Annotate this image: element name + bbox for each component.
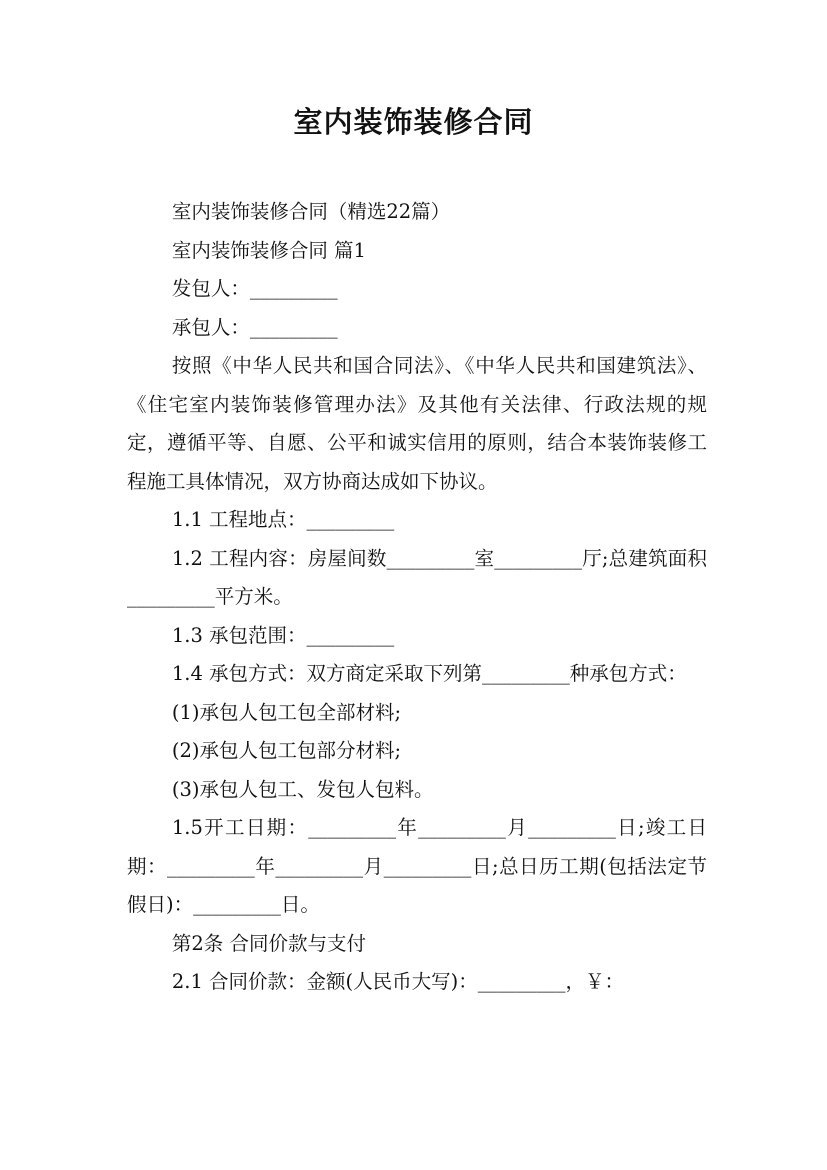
- paragraph-clause-1-2: 1.2 工程内容：房屋间数_________室_________厅;总建筑面积_________平方米。: [127, 546, 707, 608]
- paragraph-section-heading: 室内装饰装修合同 篇1: [171, 238, 366, 262]
- paragraph-option-3: (3)承包人包工、发包人包料。: [171, 777, 434, 801]
- paragraph-clause-1-4: 1.4 承包方式：双方商定采取下列第_________种承包方式：: [171, 662, 687, 685]
- paragraph-article-2-heading: 第2条 合同价款与支付: [171, 931, 366, 955]
- document-body: [127, 193, 707, 1002]
- paragraph-employer: 发包人：_________: [171, 277, 338, 300]
- paragraph-clause-2-1: 2.1 合同价款：金额(人民币大写)：_________，￥：: [171, 970, 625, 993]
- paragraph-option-2: (2)承包人包工包部分材料;: [171, 739, 402, 762]
- paragraph-clause-1-1: 1.1 工程地点：_________: [171, 508, 395, 531]
- paragraph-clause-1-5: 1.5开工日期：_________年_________月_________日;竣工日期：_________年_________月_________日;总日历工期(包括法定节假日)：_________日。: [127, 816, 707, 916]
- paragraph-clause-1-3: 1.3 承包范围：_________: [171, 623, 395, 647]
- paragraph-contractor: 承包人：_________: [171, 315, 338, 339]
- paragraph-option-1: (1)承包人包工包全部材料;: [171, 700, 402, 724]
- paragraph-preamble: 按照《中华人民共和国合同法》、《中华人民共和国建筑法》、《住宅室内装饰装修管理办法》及其他有关法律、行政法规的规定，遵循平等、自愿、公平和诚实信用的原则，结合本装饰装修工程施工具体情况，双方协商达成如下协议。: [127, 354, 707, 493]
- paragraph-subtitle: 室内装饰装修合同（精选22篇）: [171, 200, 451, 223]
- document-title: 室内装饰装修合同: [293, 105, 534, 139]
